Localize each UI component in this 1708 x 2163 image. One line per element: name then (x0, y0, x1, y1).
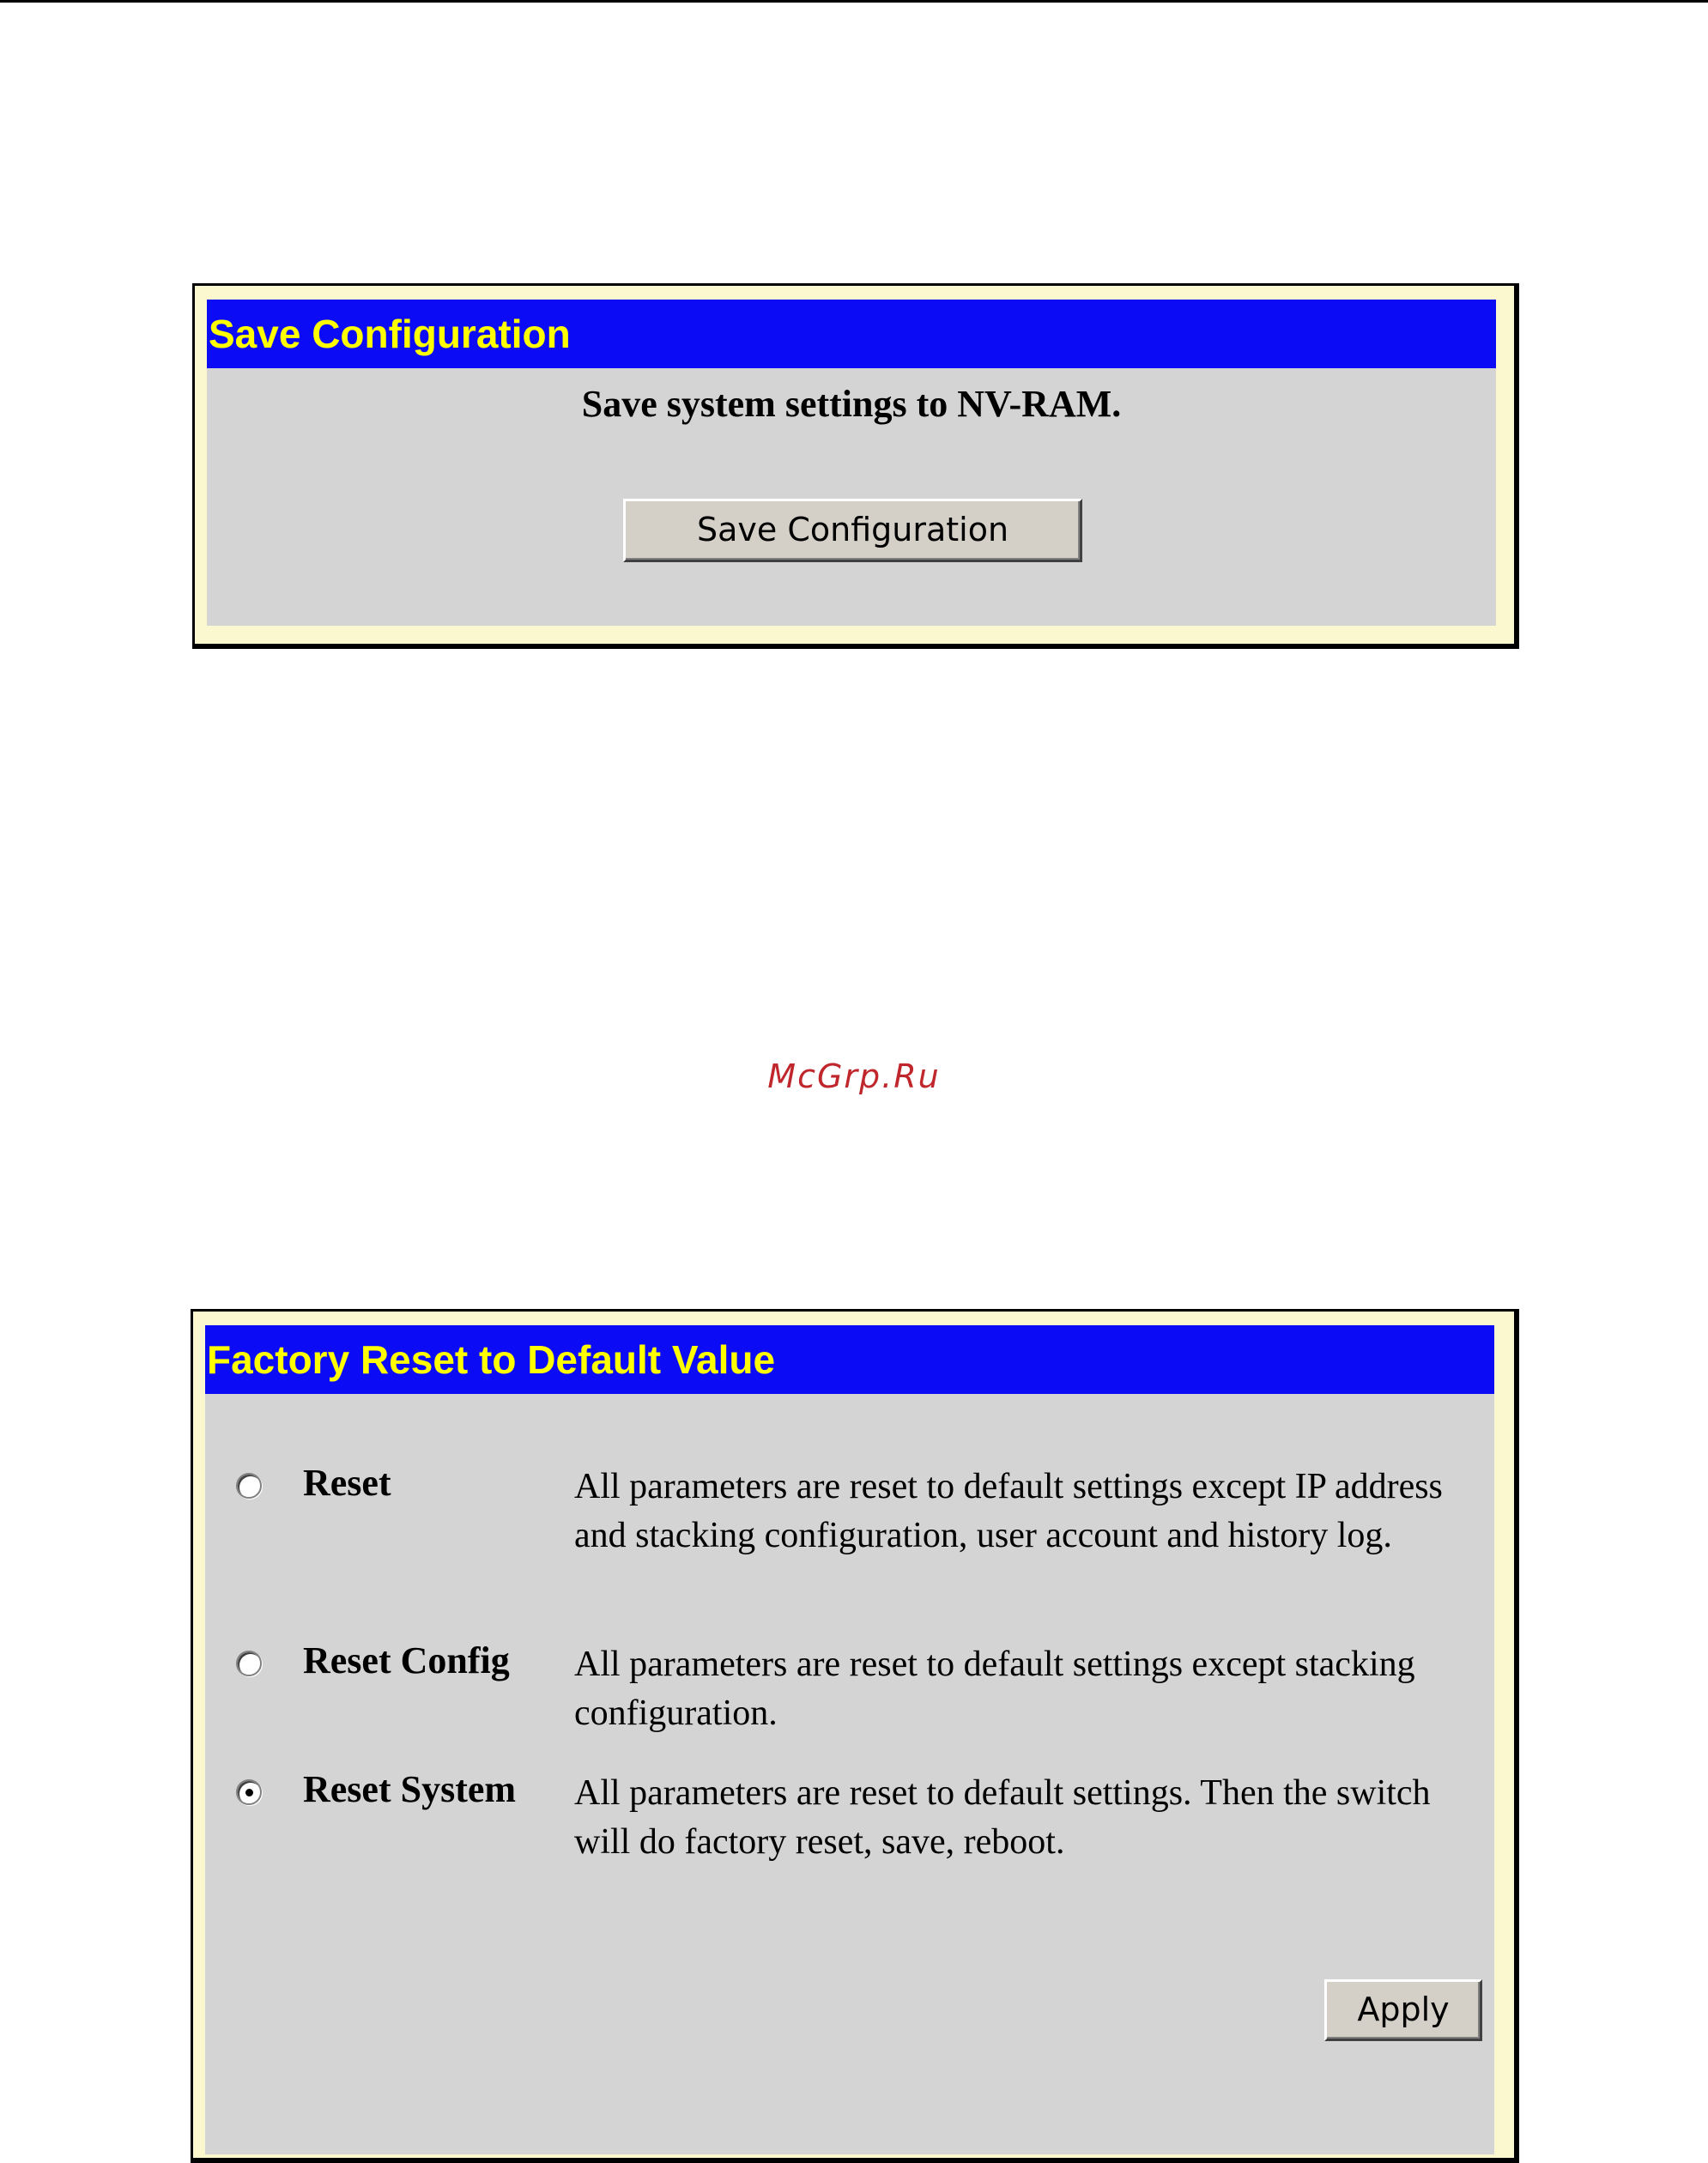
reset-system-option-description: All parameters are reset to default settings. Then the switch will do factory reset, save, reboot. (574, 1773, 1431, 1862)
apply-button[interactable]: Apply (1324, 1979, 1482, 2041)
watermark-text: McGrp.Ru (767, 1057, 941, 1095)
radio-selected-dot (245, 1789, 253, 1796)
reset-option-description: All parameters are reset to default settings except IP address and stacking configuration, user account and history log. (574, 1467, 1443, 1555)
reset-config-option-label: Reset Config (303, 1639, 510, 1681)
reset-config-option-description: All parameters are reset to default settings except stacking configuration. (574, 1645, 1415, 1733)
save-configuration-body (207, 300, 1496, 626)
save-configuration-button[interactable]: Save Configuration (623, 499, 1082, 562)
factory-reset-body (205, 1325, 1494, 2154)
save-configuration-panel (192, 283, 1519, 649)
factory-reset-panel (191, 1309, 1519, 2163)
reset-system-radio[interactable] (236, 1779, 262, 1805)
save-configuration-title: Save Configuration (207, 300, 1496, 368)
reset-config-radio[interactable] (236, 1651, 262, 1676)
factory-reset-title: Factory Reset to Default Value (205, 1325, 1494, 1394)
top-rule (0, 0, 1708, 3)
save-configuration-description: Save system settings to NV-RAM. (581, 383, 1122, 425)
reset-radio[interactable] (236, 1473, 262, 1499)
reset-system-option-label: Reset System (303, 1768, 517, 1810)
reset-option-label: Reset (303, 1462, 391, 1504)
